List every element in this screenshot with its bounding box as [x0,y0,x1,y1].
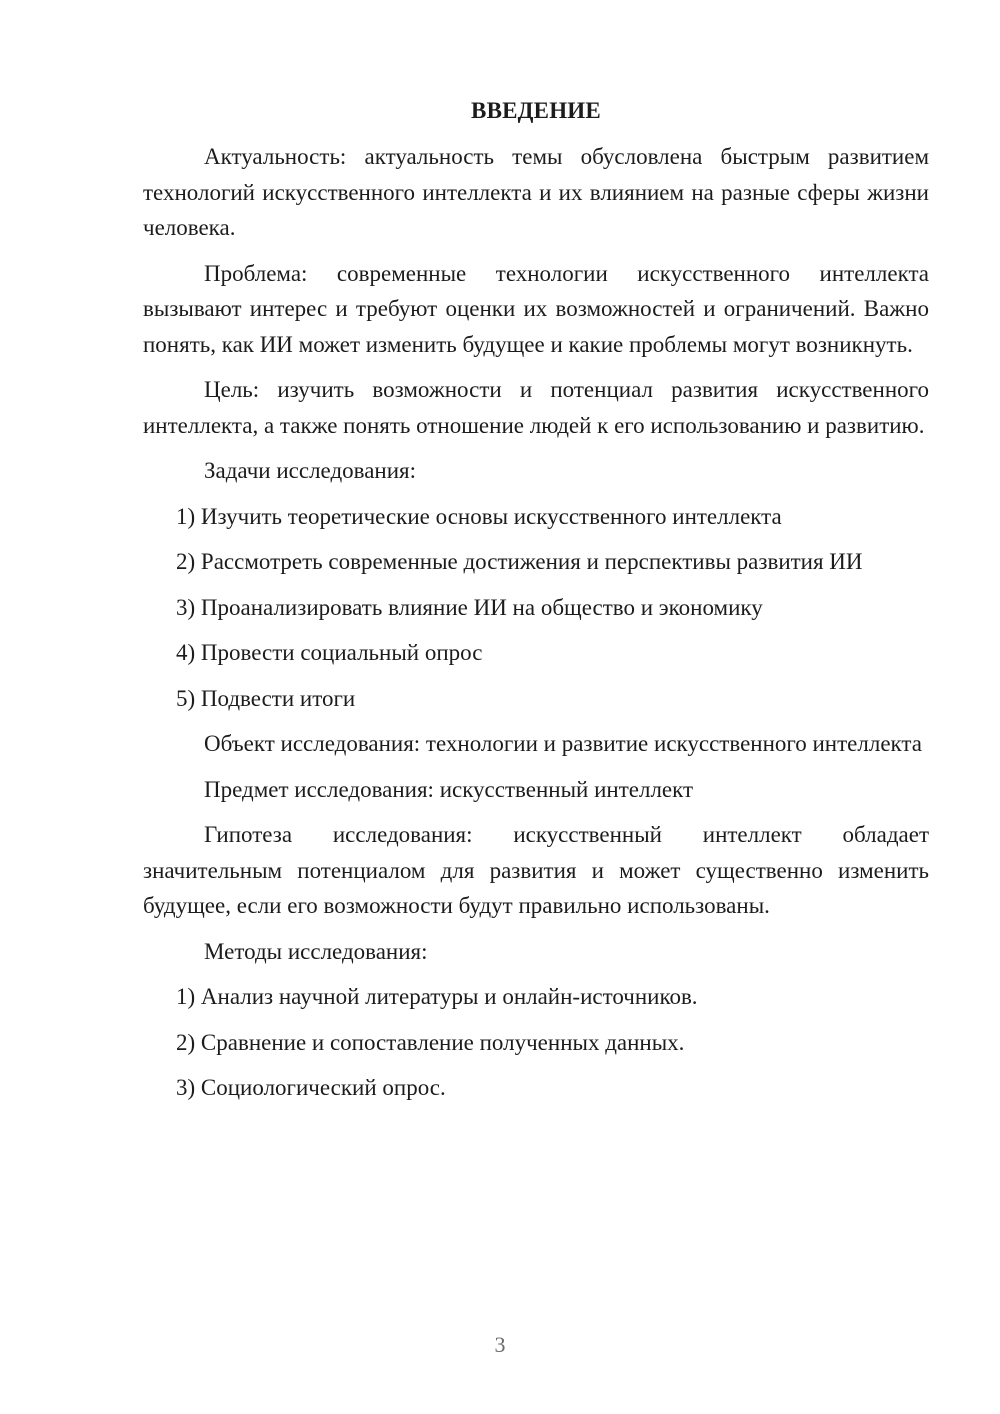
list-item: 5) Подвести итоги [176,685,356,711]
methods-heading: Методы исследования: [204,938,428,964]
list-item: 2) Сравнение и сопоставление полученных данных. [176,1029,685,1055]
methods-list [143,979,929,1106]
page-title: ВВЕДЕНИЕ [471,98,601,123]
tasks-heading: Задачи исследования: [204,458,417,483]
list-item: 1) Изучить теоретические основы искусственного интеллекта [176,503,782,529]
list-item: 3) Проанализировать влияние ИИ на общество и экономику [176,594,763,620]
hypothesis-paragraph: Гипотеза исследования: искусственный интеллект обладает значительным потенциалом для развития и может существенно изменить будущее, если его возможности будут правильно использованы. [143,822,929,918]
subject-paragraph: Предмет исследования: искусственный интеллект [204,776,694,802]
relevance-paragraph: Актуальность: актуальность темы обусловлена быстрым развитием технологий искусственного интеллекта и их влиянием на разные сферы жизни человека. [143,144,929,240]
tasks-list [143,499,929,717]
problem-paragraph: Проблема: современные технологии искусственного интеллекта вызывают интерес и требуют оценки их возможностей и ограничений. Важно понять, как ИИ может изменить будущее и какие проблемы могут возникнуть. [143,260,929,357]
page-number: 3 [494,1332,506,1357]
list-item: 2) Рассмотреть современные достижения и перспективы развития ИИ [176,549,863,574]
object-paragraph: Объект исследования: технологии и развитие искусственного интеллекта [204,731,922,756]
list-item: 1) Анализ научной литературы и онлайн-источников. [176,984,698,1009]
document-page [143,96,929,1116]
goal-paragraph: Цель: изучить возможности и потенциал развития искусственного интеллекта, а также понять отношение людей к его использованию и развитию. [143,377,929,438]
list-item: 3) Социологический опрос. [176,1075,446,1100]
list-item: 4) Провести социальный опрос [176,640,483,665]
